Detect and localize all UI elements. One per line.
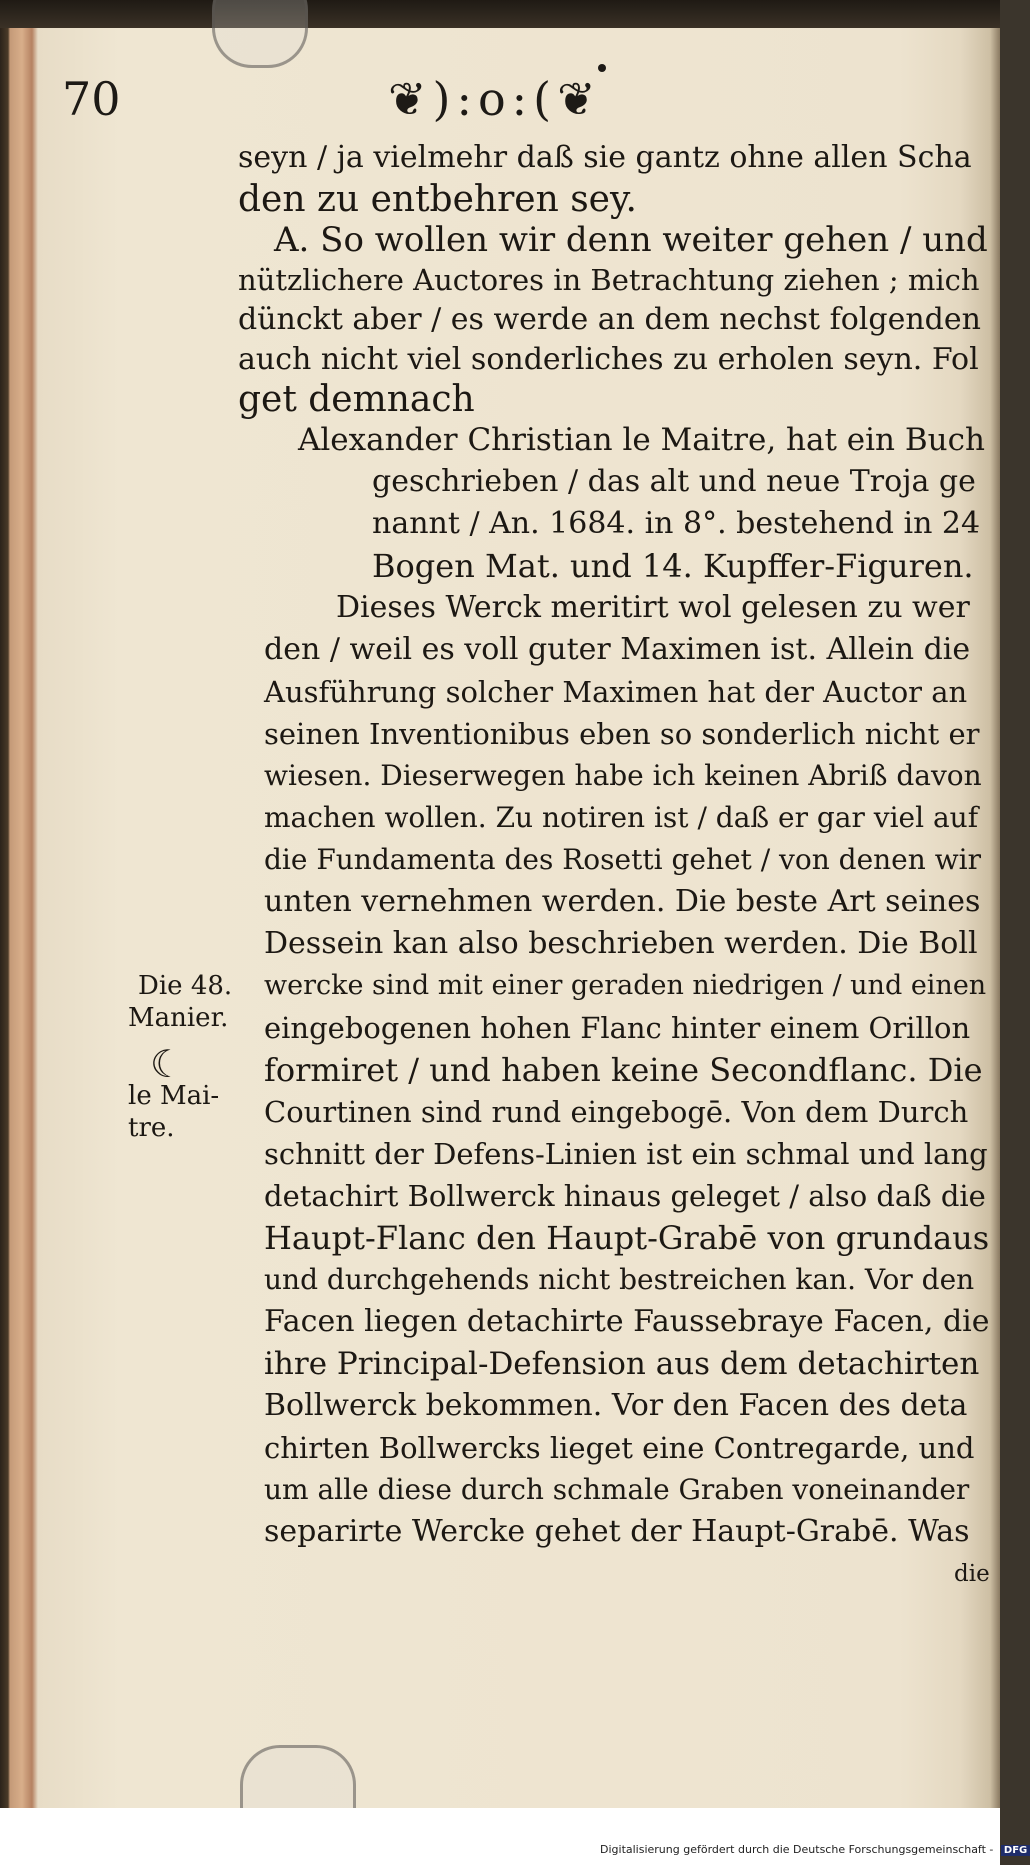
text-line: wiesen. Dieserwegen habe ich keinen Abriß davon (264, 759, 982, 792)
page-clip-top (212, 0, 308, 68)
head-ornament: ❦):o:(❦ (388, 72, 602, 126)
margin-line: Manier. (128, 1003, 229, 1033)
text-line: Courtinen sind rund eingebogē. Von dem Durch (264, 1095, 969, 1129)
text-line: Facen liegen detachirte Faussebraye Facen, die (264, 1304, 990, 1339)
text-line: dünckt aber / es werde an dem nechst folgenden (238, 302, 981, 337)
text-line: separirte Wercke gehet der Haupt-Grabē. Was (264, 1514, 970, 1549)
catchword: die (954, 1561, 990, 1587)
text-line: die Fundamenta des Rosetti gehet / von denen wir (264, 843, 981, 876)
text-line: nannt / An. 1684. in 8°. bestehend in 24 (372, 506, 981, 541)
margin-line: le Mai- (128, 1081, 220, 1111)
text-line: detachirt Bollwerck hinaus geleget / also daß die (264, 1179, 986, 1213)
text-line: auch nicht viel sonderliches zu erholen seyn. Fol (238, 342, 979, 377)
text-line: den zu entbehren sey. (238, 179, 637, 220)
dfg-logo-icon: DFG (1001, 1845, 1030, 1856)
text-line: Bollwerck bekommen. Vor den Facen des deta (264, 1388, 968, 1423)
text-line: A. So wollen wir denn weiter gehen / und (274, 220, 988, 260)
text-line: get demnach (238, 379, 475, 420)
text-line: Dieses Werck meritirt wol gelesen zu wer (336, 590, 970, 625)
text-line: seyn / ja vielmehr daß sie gantz ohne allen Scha (238, 140, 972, 175)
margin-line: Die 48. (138, 971, 233, 1001)
text-line: Alexander Christian le Maitre, hat ein Buch (298, 422, 985, 458)
text-line: um alle diese durch schmale Graben voneinander (264, 1473, 970, 1506)
footer-credit (600, 1843, 1030, 1856)
text-line: und durchgehends nicht bestreichen kan. Vor den (264, 1263, 975, 1296)
page-number: 70 (62, 72, 121, 126)
footer-band (0, 1808, 1000, 1865)
margin-line: tre. (128, 1113, 175, 1143)
text-line: formiret / und haben keine Secondflanc. Die (264, 1051, 983, 1089)
footer-text: Digitalisierung gefördert durch die Deutsche Forschungsgemeinschaft - (600, 1843, 994, 1856)
text-line: eingebogenen hohen Flanc hinter einem Orillon (264, 1011, 971, 1045)
text-line: Dessein kan also beschrieben werden. Die Boll (264, 926, 978, 961)
text-line: den / weil es voll guter Maximen ist. Allein die (264, 632, 971, 667)
text-line: machen wollen. Zu notiren ist / daß er gar viel auf (264, 801, 979, 834)
text-line: nützlichere Auctores in Betrachtung ziehen ; mich (238, 263, 980, 297)
text-line: wercke sind mit einer geraden niedrigen / und einen (264, 970, 987, 1001)
text-line: chirten Bollwercks lieget eine Contregarde, und (264, 1431, 975, 1465)
text-line: Haupt-Flanc den Haupt-Grabē von grundaus (264, 1219, 990, 1257)
moon-symbol-icon: ☾ (150, 1042, 185, 1086)
text-line: Ausführung solcher Maximen hat der Auctor an (264, 675, 968, 709)
text-line: seinen Inventionibus eben so sonderlich nicht er (264, 717, 980, 751)
text-line: schnitt der Defens-Linien ist ein schmal und lang (264, 1137, 988, 1171)
header-dot (598, 64, 606, 72)
text-line: unten vernehmen werden. Die beste Art seines (264, 884, 981, 919)
scanner-top-edge (0, 0, 1000, 28)
text-line: Bogen Mat. und 14. Kupffer-Figuren. (372, 547, 974, 585)
text-line: geschrieben / das alt und neue Troja ge (372, 464, 976, 499)
text-line: ihre Principal-Defension aus dem detachirten (264, 1346, 980, 1382)
